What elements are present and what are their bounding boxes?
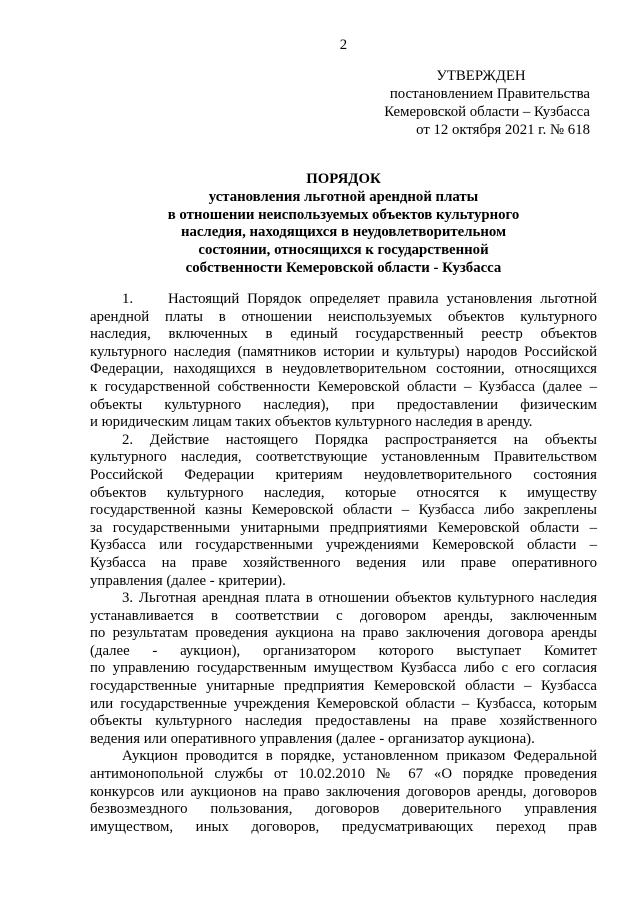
paragraph-line: культурного наследия (памятников истории и культуры) народов Российской: [90, 343, 597, 360]
document-title: [90, 171, 597, 278]
paragraph-line: культурного наследия, соответствующие установленным Правительством: [90, 449, 597, 466]
paragraph-line: или государственные учреждения Кемеровской области – Кузбасса, которым: [90, 695, 597, 712]
approval-heading: УТВЕРЖДЕН: [436, 68, 526, 84]
paragraph-line: объекты культурного наследия предоставлены на праве хозяйственного: [90, 713, 597, 730]
paragraph-line: арендной платы в отношении неиспользуемых объектов культурного: [90, 308, 597, 325]
paragraph-line: устанавливается в соответствии с договором аренды, заключенным: [90, 607, 597, 624]
title-main: ПОРЯДОК: [306, 171, 381, 187]
paragraph-line: объектов культурного наследия, которые относятся к имуществу: [90, 484, 597, 501]
title-line: собственности Кемеровской области - Кузбасса: [185, 259, 502, 276]
document-body: [90, 291, 597, 836]
paragraph-number: 1.: [122, 291, 134, 307]
paragraph-line: и юридическим лицам таких объектов культурного наследия в аренду.: [90, 414, 533, 431]
paragraph-line: объекты культурного наследия), при предоставлении физическим: [90, 396, 597, 413]
paragraph-line-text: Настоящий Порядок определяет правила установления льготной: [168, 291, 597, 307]
paragraph-line: антимонопольной службы от 10.02.2010 № 67 «О порядке проведения: [90, 766, 597, 783]
paragraph-line: Федерации, находящихся в неудовлетворительном состоянии, относящихся: [90, 361, 597, 378]
paragraph-line: государственной казны Кемеровской области – Кузбасса либо закреплены: [90, 502, 597, 519]
approval-line: постановлением Правительства: [389, 86, 590, 102]
paragraph-line: государственные унитарные предприятия Кемеровской области – Кузбасса: [90, 678, 597, 695]
paragraph-line: Кузбасса на праве хозяйственного ведения или праве оперативного: [90, 554, 597, 571]
paragraph-line: наследия, включенных в единый государственный реестр объектов: [90, 326, 597, 343]
paragraph-line: Российской Федерации критериям неудовлетворительного состояния: [90, 466, 597, 483]
paragraph-line: безвозмездного пользования, договоров доверительного управления: [90, 801, 597, 818]
paragraph-line: за государственными унитарными предприятиями Кемеровской области –: [90, 519, 597, 536]
approval-line: Кемеровской области – Кузбасса: [384, 104, 590, 120]
paragraph-line: 3. Льготная арендная плата в отношении объектов культурного наследия: [122, 590, 597, 607]
page-number: 2: [339, 37, 348, 53]
paragraph-line: по управлению государственным имуществом Кузбасса либо с его согласия: [90, 660, 597, 677]
approval-stamp: [372, 67, 590, 139]
paragraph-line: Кузбасса или государственными учреждениями Кемеровской области –: [90, 537, 597, 554]
approval-line: от 12 октября 2021 г. № 618: [416, 122, 590, 138]
title-line: установления льготной арендной платы: [208, 188, 479, 205]
paragraph-line: конкурсов или аукционов на право заключения договоров аренды, договоров: [90, 783, 597, 800]
title-line: наследия, находящихся в неудовлетворительном: [180, 224, 507, 241]
title-line: в отношении неиспользуемых объектов культурного: [167, 206, 520, 223]
paragraph-line: 2. Действие настоящего Порядка распространяется на объекты: [122, 431, 597, 448]
paragraph-line: управления (далее - критерии).: [90, 572, 286, 589]
paragraph-line: по результатам проведения аукциона на право заключения договора аренды: [90, 625, 597, 642]
paragraph-line: Аукцион проводится в порядке, установленном приказом Федеральной: [122, 748, 597, 765]
paragraph-line: [90, 291, 597, 309]
title-line: состоянии, относящихся к государственной: [198, 242, 489, 259]
paragraph-line: к государственной собственности Кемеровской области – Кузбасса (далее –: [90, 378, 597, 395]
paragraph-line: (далее - аукцион), организатором которого выступает Комитет: [90, 642, 597, 659]
paragraph-line: имуществом, иных договоров, предусматривающих переход прав: [90, 818, 597, 835]
paragraph-line: ведения или оперативного управления (далее - организатор аукциона).: [90, 730, 535, 747]
